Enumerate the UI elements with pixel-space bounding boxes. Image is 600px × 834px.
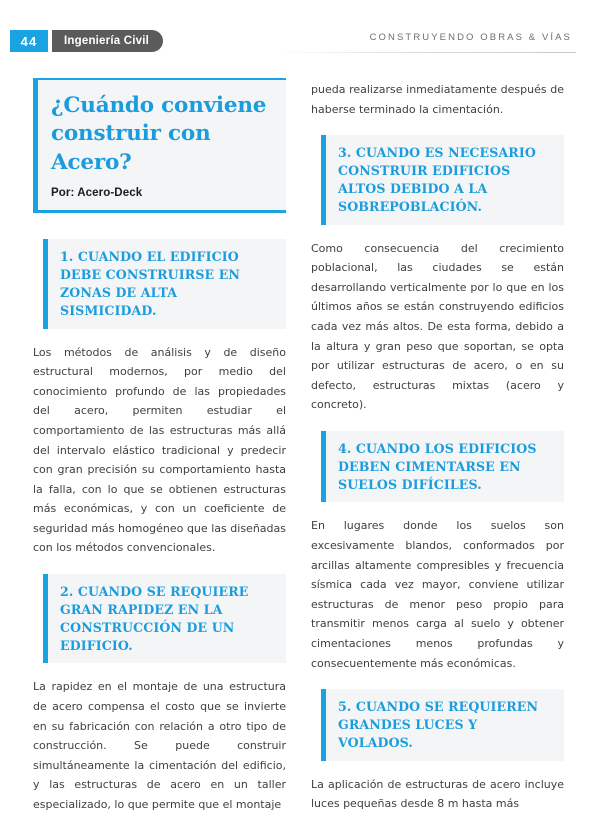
left-column — [33, 78, 286, 815]
header-divider — [276, 52, 576, 53]
section-heading-5 — [321, 689, 564, 761]
section-heading-3 — [321, 135, 564, 225]
right-column — [311, 78, 564, 814]
section-heading-2 — [43, 574, 286, 664]
page-number-badge: 44 — [10, 30, 48, 52]
section-heading-label: 1. CUANDO EL EDIFICIO DEBE CONSTRUIRSE EN ZONAS DE ALTA SISMICIDAD. — [60, 249, 241, 318]
body-paragraph: La rapidez en el montaje de una estructura de acero compensa el costo que se invierte en su fabricación con relación a otro tipo de construcción. Se puede construir simultáneamente la cimentación del edificio, y las estructuras de acero en un taller especializado, lo que permite que el montaje — [33, 680, 286, 811]
body-paragraph: En lugares donde los suelos son excesivamente blandos, conformados por arcillas altamente compresibles y frecuencia sísmica cada vez mayor, conviene utilizar estructuras de menor peso propio para transmitir menos carga al suelo y obtener cimentaciones menos profundas y consecuentemente más económicas. — [311, 519, 564, 670]
body-paragraph: Como consecuencia del crecimiento poblacional, las ciudades se están desarrollando verticalmente por lo que en los últimos años se están construyendo edificios cada vez más altos. De esta forma, debido a la altura y gran peso que soportan, se opta por utilizar estructuras de acero, o en su defecto, estructuras mixtas (acero y concreto). — [311, 241, 564, 412]
page-title: ¿Cuándo conviene construir con Acero? — [51, 93, 267, 175]
section-heading-label: 2. CUANDO SE REQUIERE GRAN RAPIDEZ EN LA CONSTRUCCIÓN DE UN EDIFICIO. — [60, 583, 249, 653]
page-header — [0, 0, 600, 72]
body-paragraph: La aplicación de estructuras de acero incluye luces pequeñas desde 8 m hasta más — [311, 777, 564, 811]
article-title-card — [33, 78, 286, 213]
section-heading-1 — [43, 239, 286, 329]
section-heading-label: 4. CUANDO LOS EDIFICIOS DEBEN CIMENTARSE EN SUELOS DIFÍCILES. — [338, 440, 537, 492]
section-heading-label: 3. CUANDO ES NECESARIO CONSTRUIR EDIFICIOS ALTOS DEBIDO A LA SOBREPOBLACIÓN. — [338, 145, 536, 214]
section-heading-4 — [321, 431, 564, 503]
section-tag: Ingeniería Civil — [52, 30, 163, 52]
body-paragraph: pueda realizarse inmediatamente después de haberse terminado la cimentación. — [311, 83, 564, 116]
section-heading-label: 5. CUANDO SE REQUIEREN GRANDES LUCES Y VOLADOS. — [338, 699, 539, 750]
body-paragraph: Los métodos de análisis y de diseño estructural modernos, por medio del conocimiento profundo de las propiedades del acero, permiten estudiar el comportamiento de las estructuras más allá del intervalo elástico tradicional y predecir con gran precisión su comportamiento hasta la falla, con lo que se obtienen estructuras más económicas, y con un coeficiente de seguridad más homogéneo que las diseñadas con los métodos convencionales. — [33, 345, 286, 555]
article-byline: Por: Acero-Deck — [51, 187, 143, 200]
magazine-title: CONSTRUYENDO OBRAS & VÍAS — [369, 32, 572, 43]
